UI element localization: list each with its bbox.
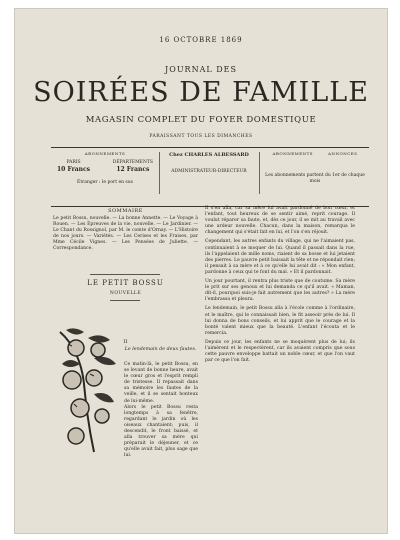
section-rule	[90, 274, 160, 275]
subscription-dept-label: DÉPARTEMENTS	[112, 160, 153, 165]
story-column-2	[205, 206, 355, 364]
subscription-right-label: ABONNEMENTS	[272, 151, 314, 156]
story-paragraph: Un jour pourtant, il rentra plus triste que de coutume. Sa mère le prit sur ses genoux et lui demanda ce qu'il avait. « Maman, dit-il, pourquoi suis-je fait autrement que les autres? » La mère l'embrassa et pleura.	[205, 279, 355, 303]
masthead-title: SOIRÉES DE FAMILLE	[33, 77, 369, 108]
issue-date: 16 OCTOBRE 1869	[159, 36, 243, 44]
publication-frequency: PARAISSANT TOUS LES DIMANCHES	[149, 134, 253, 139]
story-paragraph: Il s'en alla, car sa mère lui avait pardonné de bon cœur, et l'enfant, tout heureux de se sentir aimé, reprit courage. Il voulut réparer sa faute, et, dès ce jour, il se mit au travail avec une ardeur nouvelle. Chacun, dans la maison, remarqua le changement qui s'était fait en lui, et l'on s'en réjouit.	[205, 206, 355, 236]
chapter-number: II	[123, 339, 128, 345]
story-column-1	[124, 362, 198, 460]
subscription-city: PARIS	[66, 160, 81, 165]
subscription-left-label: ABONNEMENTS	[84, 151, 126, 156]
sommaire-paragraph: Le petit Bossu, nouvelle. — La bonne Annette. — Le Voyage à Rouen. — Les Épreuves de la vie, nouvelle. — Le Jardinier. — Le Chant du Rossignol, par M. le comte d'Ornay. — L'Histoire de nos jours. — Variétés. — Les Cerises et les Fraises, par Mme Cécile Vignes. — Les Pensées de Juliette. — Correspondance.	[53, 216, 198, 252]
sommaire-text	[53, 216, 198, 253]
subscription-strip	[51, 147, 369, 207]
publisher-name: Chez CHARLES ALBESSARD	[169, 152, 249, 158]
subscription-left	[57, 151, 153, 186]
subscription-price-paris: 10 Francs	[57, 166, 91, 173]
story-paragraph: Cependant, les autres enfants du village, qui ne l'aimaient pas, continuaient à se moquer de lui. Quand il passait dans la rue, ils l'appelaient de mille noms, riaient de sa bosse et lui jetaient des pierres. Le pauvre petit baissait la tête et ne répondait rien; il pensait à sa mère et à ce qu'elle lui avait dit : « Mon enfant, pardonne à ceux qui te font du mal. » Et il pardonnait.	[205, 239, 355, 275]
subscription-note: Les abonnements partent du 1er de chaque mois	[265, 173, 365, 184]
strip-divider	[159, 152, 160, 194]
chapter-title: Le lendemain de deux fautes.	[124, 347, 197, 352]
story-paragraph: Ce matin-là, le petit Bossu, en se levant de bonne heure, avait le cœur gros et l'esprit rempli de tristesse. Il repassait dans sa mémoire les fautes de la veille, et il se sentait honteux de lui-même.	[124, 362, 198, 404]
masthead-subtitle: MAGASIN COMPLET DU FOYER DOMESTIQUE	[85, 115, 317, 125]
section-rule	[110, 300, 140, 301]
subscription-center	[165, 151, 253, 175]
journal-des: JOURNAL DES	[165, 65, 237, 74]
subscription-right	[265, 151, 365, 185]
story-paragraph: Depuis ce jour, les enfants ne se moquèrent plus de lui; ils l'aimèrent et le respectèrent, car ils avaient compris que sous cette pauvre enveloppe battait un noble cœur, et que l'on vaut par ce que l'on fait.	[205, 339, 355, 364]
subscription-price-dept: 12 Francs	[116, 166, 150, 173]
story-genre: NOUVELLE	[109, 291, 142, 296]
strip-divider	[259, 152, 260, 194]
story-paragraph: Alors le petit Bossu resta longtemps à sa fenêtre, regardant le jardin où les oiseaux chantaient; puis, il descendit, le front baissé, et alla trouver sa mère qui préparait le déjeuner, et ce qu'elle avait fait, plus sage que lui.	[124, 404, 198, 459]
annonces-label: ANNONCES	[328, 151, 358, 156]
story-title: LE PETIT BOSSU	[87, 279, 164, 287]
sommaire-heading: SOMMAIRE	[108, 208, 143, 214]
story-paragraph: Le lendemain, le petit Bossu alla à l'école comme à l'ordinaire, et le maître, qui le connaissait bien, le fit asseoir près de lui. Il lui donna de bons conseils, et lui apprit que le courage et la bonté valent mieux que la beauté. L'enfant l'écouta et le remercia.	[205, 306, 355, 336]
subscription-foreign: Étranger : le port en sus	[77, 180, 133, 185]
publisher-role: ADMINISTRATEUR-DIRECTEUR	[171, 169, 247, 174]
